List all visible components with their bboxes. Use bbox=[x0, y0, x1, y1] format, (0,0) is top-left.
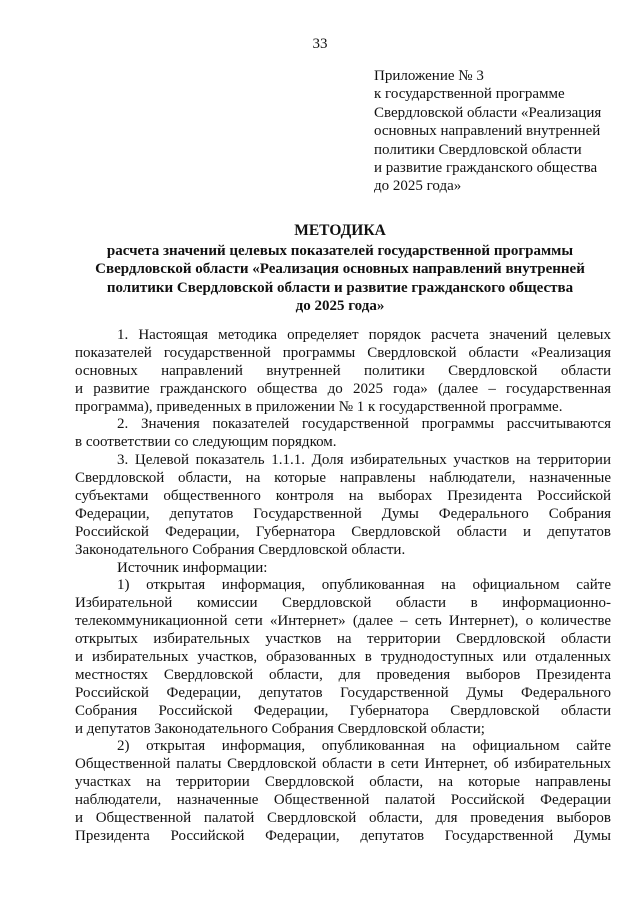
document-subtitle-line: расчета значений целевых показателей государственной программы bbox=[106, 242, 574, 259]
appendix-line: Приложение № 3 bbox=[374, 68, 484, 84]
body-line: Избирательной комиссии Свердловской области в информационно- bbox=[75, 595, 611, 612]
body-line: основных направлений внутренней политики Свердловской области bbox=[75, 362, 611, 379]
body-line: открытых избирательных участков на территории Свердловской области bbox=[75, 631, 611, 648]
appendix-line: и развитие гражданского общества bbox=[374, 160, 598, 177]
body-line: субъектами общественного контроля на выборах Президента Российской bbox=[75, 488, 611, 505]
body-line: показателей государственной программы Свердловской области «Реализация bbox=[75, 344, 611, 361]
body-line: Российской Федерации, Губернатора Свердловской области и депутатов bbox=[75, 523, 611, 540]
body-line: 1) открытая информация, опубликованная на официальном сайте bbox=[117, 577, 611, 594]
appendix-line: до 2025 года» bbox=[374, 178, 462, 195]
document-subtitle-line: политики Свердловской области и развитие гражданского общества bbox=[106, 279, 574, 296]
body-line: в соответствии со следующим порядком. bbox=[75, 434, 337, 451]
body-line: Источник информации: bbox=[117, 559, 268, 576]
body-line: программа), приведенных в приложении № 1 к государственной программе. bbox=[75, 398, 563, 415]
body-line: 3. Целевой показатель 1.1.1. Доля избирательных участков на территории bbox=[117, 452, 611, 469]
appendix-line: Свердловской области «Реализация bbox=[374, 104, 602, 121]
body-line: 1. Настоящая методика определяет порядок расчета значений целевых bbox=[117, 327, 611, 343]
body-line: наблюдатели, назначенные Общественной палатой Российской Федерации bbox=[75, 792, 611, 809]
body-line: Свердловской области, на которые направлены наблюдатели, назначенные bbox=[75, 470, 611, 487]
body-line: участках на территории Свердловской области, на которые направлены bbox=[75, 774, 611, 791]
body-line: Российской Федерации, депутатов Государственной Думы Федерального bbox=[75, 684, 611, 701]
body-line: Законодательного Собрания Свердловской области. bbox=[75, 541, 406, 558]
body-line: Федерации, депутатов Государственной Думы Федерального Собрания bbox=[75, 505, 611, 522]
body-line: Общественной палаты Свердловской области в сети Интернет, об избирательных bbox=[75, 756, 611, 773]
document-title-block bbox=[60, 222, 620, 316]
appendix-line: основных направлений внутренней bbox=[374, 123, 601, 140]
body-line: Президента Российской Федерации, депутатов Государственной Думы bbox=[75, 827, 611, 844]
body-line: и избирательных участков, образованных в труднодоступных или отдаленных bbox=[75, 649, 611, 666]
appendix-header bbox=[374, 67, 624, 196]
page-number: 33 bbox=[312, 36, 328, 52]
body-line: телекоммуникационной сети «Интернет» (далее – сеть Интернет), о количестве bbox=[75, 613, 611, 630]
body-line: и Общественной палатой Свердловской области, для проведения выборов bbox=[75, 810, 611, 827]
appendix-line: к государственной программе bbox=[374, 86, 565, 103]
document-subtitle-line: до 2025 года» bbox=[295, 298, 385, 314]
body-line: и развитие гражданского общества до 2025 года» (далее – государственная bbox=[75, 380, 611, 397]
document-subtitle-line: Свердловской области «Реализация основных направлений внутренней bbox=[95, 261, 585, 277]
document-title: МЕТОДИКА bbox=[294, 222, 386, 239]
body-line: 2) открытая информация, опубликованная на официальном сайте bbox=[117, 738, 611, 755]
body-line: 2. Значения показателей государственной программы рассчитываются bbox=[117, 416, 611, 433]
document-body bbox=[75, 327, 611, 846]
body-line: Собрания Российской Федерации, Губернатора Свердловской области bbox=[75, 702, 611, 719]
body-line: местностях Свердловской области, для проведения выборов Президента bbox=[75, 666, 611, 683]
appendix-line: политики Свердловской области bbox=[374, 141, 582, 158]
body-line: и депутатов Законодательного Собрания Свердловской области; bbox=[75, 720, 485, 737]
